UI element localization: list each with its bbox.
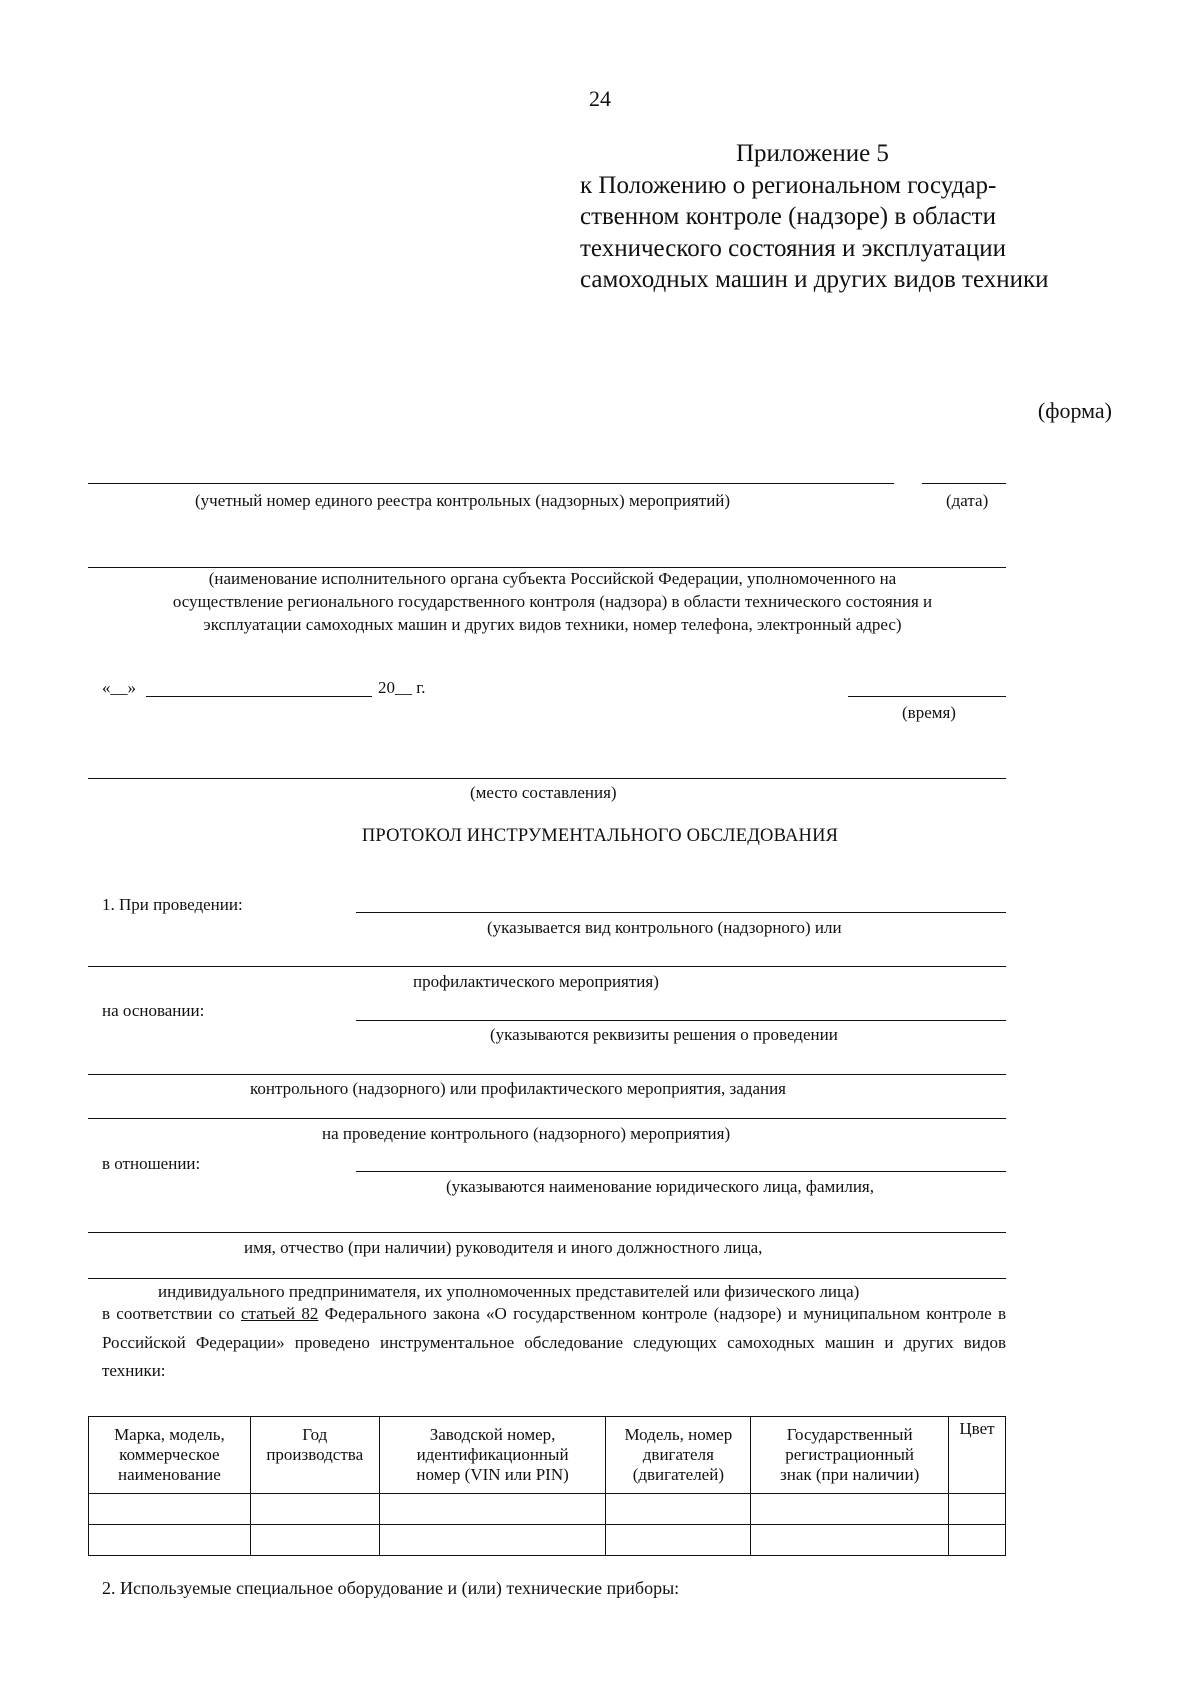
- appendix-title: Приложение 5: [736, 140, 889, 167]
- table-cell[interactable]: [949, 1525, 1006, 1556]
- appendix-line: к Положению о региональном государ-: [580, 171, 997, 199]
- header-text: Модель, номер: [624, 1425, 733, 1444]
- table-cell[interactable]: [379, 1494, 606, 1525]
- col-header-color: [949, 1417, 1006, 1494]
- time-line[interactable]: [848, 696, 1006, 697]
- header-text: Год: [302, 1425, 328, 1444]
- header-text: регистрационный: [785, 1445, 915, 1464]
- header-text: знак (при наличии): [780, 1465, 920, 1484]
- table-cell[interactable]: [751, 1494, 949, 1525]
- registry-number-caption: (учетный номер единого реестра контрольных (надзорных) мероприятий): [195, 491, 731, 510]
- col-header-year: [250, 1417, 379, 1494]
- regarding-caption-3: индивидуального предпринимателя, их уполномоченных представителей или физического лица): [158, 1282, 860, 1301]
- conducting-label: 1. При проведении:: [102, 895, 243, 914]
- header-text: производства: [266, 1445, 364, 1464]
- regarding-label: в отношении:: [102, 1154, 201, 1173]
- header-text: Марка, модель,: [114, 1425, 225, 1444]
- day-field-label: «__»: [102, 678, 136, 697]
- conducting-line[interactable]: [356, 912, 1006, 913]
- basis-caption-3: на проведение контрольного (надзорного) мероприятия): [322, 1124, 731, 1143]
- header-text: номер (VIN или PIN): [416, 1465, 569, 1484]
- registry-number-line[interactable]: [88, 483, 894, 484]
- table-row: [89, 1525, 1006, 1556]
- regarding-line-2[interactable]: [88, 1232, 1006, 1233]
- header-text: Заводской номер,: [429, 1425, 556, 1444]
- place-line[interactable]: [88, 778, 1006, 779]
- basis-line[interactable]: [356, 1020, 1006, 1021]
- header-text: коммерческое: [119, 1445, 220, 1464]
- date-caption: (дата): [946, 491, 989, 510]
- basis-caption-2: контрольного (надзорного) или профилактического мероприятия, задания: [250, 1079, 786, 1098]
- legal-basis-paragraph: [102, 1300, 1006, 1386]
- col-header-plate: [751, 1417, 949, 1494]
- table-header-row: [89, 1417, 1006, 1494]
- appendix-line: ственном контроле (надзоре) в области: [580, 203, 996, 230]
- header-text: Государственный: [786, 1425, 913, 1444]
- machines-table: [88, 1416, 1006, 1556]
- org-name-caption: [95, 567, 1010, 636]
- page-number: 24: [589, 86, 611, 111]
- table-cell[interactable]: [949, 1494, 1006, 1525]
- basis-label: на основании:: [102, 1001, 205, 1020]
- basis-caption: (указываются реквизиты решения о проведении: [490, 1025, 838, 1044]
- col-header-serial: [379, 1417, 606, 1494]
- header-text: идентификационный: [416, 1445, 569, 1464]
- org-name-caption-line: (наименование исполнительного органа субъекта Российской Федерации, уполномоченного на: [208, 569, 897, 588]
- header-text: (двигателей): [632, 1465, 724, 1484]
- place-caption: (место составления): [470, 783, 617, 802]
- table-row: [89, 1494, 1006, 1525]
- basis-line-3[interactable]: [88, 1118, 1006, 1119]
- table-cell[interactable]: [89, 1494, 251, 1525]
- table-cell[interactable]: [606, 1525, 751, 1556]
- regarding-caption: (указываются наименование юридического лица, фамилия,: [446, 1177, 874, 1196]
- regarding-caption-2: имя, отчество (при наличии) руководителя и иного должностного лица,: [244, 1238, 763, 1257]
- header-text: Цвет: [959, 1419, 995, 1438]
- conducting-caption: (указывается вид контрольного (надзорного) или: [487, 918, 842, 937]
- paragraph-text: в соответствии со: [102, 1304, 241, 1323]
- appendix-line: технического состояния и эксплуатации: [580, 234, 1006, 262]
- month-line[interactable]: [146, 696, 372, 697]
- org-name-caption-line: эксплуатации самоходных машин и других видов техники, номер телефона, электронный адрес): [203, 615, 902, 634]
- appendix-line: самоходных машин и других видов техники: [580, 266, 1049, 293]
- col-header-engine: [606, 1417, 751, 1494]
- table-cell[interactable]: [89, 1525, 251, 1556]
- table-cell[interactable]: [250, 1494, 379, 1525]
- basis-line-2[interactable]: [88, 1074, 1006, 1075]
- regarding-line-3[interactable]: [88, 1278, 1006, 1279]
- table-cell[interactable]: [606, 1494, 751, 1525]
- date-line[interactable]: [922, 483, 1006, 484]
- regarding-line[interactable]: [356, 1171, 1006, 1172]
- time-caption: (время): [902, 703, 956, 722]
- form-label: (форма): [1037, 398, 1112, 423]
- conducting-line-2[interactable]: [88, 966, 1006, 967]
- header-text: двигателя: [642, 1445, 714, 1464]
- table-cell[interactable]: [379, 1525, 606, 1556]
- table-cell[interactable]: [250, 1525, 379, 1556]
- section2-heading: 2. Используемые специальное оборудование и (или) технические приборы:: [102, 1578, 680, 1598]
- appendix-block: [580, 138, 1049, 296]
- header-text: наименование: [118, 1465, 221, 1484]
- org-name-caption-line: осуществление регионального государственного контроля (надзора) в области технического состояния и: [172, 592, 933, 611]
- col-header-brand: [89, 1417, 251, 1494]
- year-label: 20__ г.: [378, 678, 426, 697]
- law-article-link[interactable]: статьей 82: [240, 1304, 319, 1323]
- table-cell[interactable]: [751, 1525, 949, 1556]
- conducting-caption-2: профилактического мероприятия): [413, 972, 659, 991]
- document-title: ПРОТОКОЛ ИНСТРУМЕНТАЛЬНОГО ОБСЛЕДОВАНИЯ: [361, 826, 839, 846]
- paragraph-text: Федерального закона «О государственном контроле (надзоре) и муниципальном контроле в Российской Федерации» проведено инструментальное обследование следующих самоходных машин и других видов техники:: [102, 1304, 1006, 1380]
